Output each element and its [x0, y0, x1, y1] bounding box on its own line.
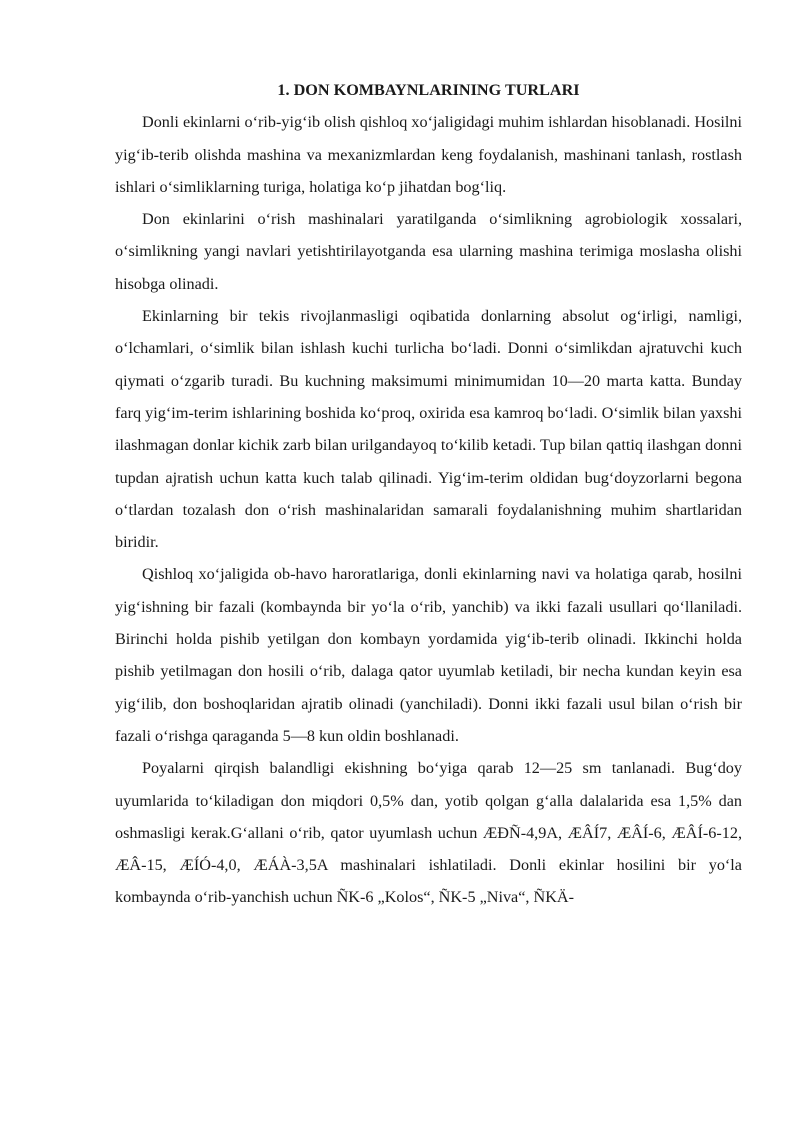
paragraph-2: Don ekinlarini o‘rish mashinalari yaratilganda o‘simlikning agrobiologik xossalari, o‘simlikning yangi navlari yetishtirilayotganda esa ularning mashina terimiga moslasha olishi hisobga olinadi.: [115, 210, 742, 293]
document-body: [115, 74, 742, 914]
paragraph-3: Ekinlarning bir tekis rivojlanmasligi oqibatida donlarning absolut og‘irligi, namligi, o‘lchamlari, o‘simlik bilan ishlash kuchi turlicha bo‘ladi. Donni o‘simlikdan ajratuvchi kuch qiymati o‘zgarib turadi. Bu kuchning maksimumi minimumidan 10—20 marta katta. Bunday farq yig‘im-terim ishlarining boshida ko‘proq, oxirida esa kamroq bo‘ladi. O‘simlik bilan yaxshi ilashmagan donlar kichik zarb bilan urilgandayoq to‘kilib ketadi. Tup bilan qattiq ilashgan donni tupdan ajratish uchun katta kuch talab qilinadi. Yig‘im-terim oldidan bug‘doyzorlarni begona o‘tlardan tozalash don o‘rish mashinalaridan samarali foydalanishning muhim shartlaridan biridir.: [115, 307, 742, 552]
paragraph-1: Donli ekinlarni o‘rib-yig‘ib olish qishloq xo‘jaligidagi muhim ishlardan hisoblanadi. Hosilni yig‘ib-terib olishda mashina va mexanizmlardan keng foydalanish, mashinani tanlash, rostlash ishlari o‘simliklarning turiga, holatiga ko‘p jihatdan bog‘liq.: [115, 113, 742, 196]
paragraph-4: Qishloq xo‘jaligida ob-havo haroratlariga, donli ekinlarning navi va holatiga qarab, hosilni yig‘ishning bir fazali (kombaynda bir yo‘la o‘rib, yanchib) va ikki fazali usullari qo‘llaniladi. Birinchi holda pishib yetilgan don kombayn yordamida yig‘ib-terib olinadi. Ikkinchi holda pishib yetilmagan don hosili o‘rib, dalaga qator uyumlab ketiladi, bir necha kundan keyin esa yig‘ilib, don boshoqlaridan ajratib olinadi (yanchiladi). Donni ikki fazali usul bilan o‘rish bir fazali o‘rishga qaraganda 5—8 kun oldin boshlanadi.: [115, 565, 742, 745]
paragraph-5: Poyalarni qirqish balandligi ekishning bo‘yiga qarab 12—25 sm tanlanadi. Bug‘doy uyumlarida to‘kiladigan don miqdori 0,5% dan, yotib qolgan g‘alla dalalarida esa 1,5% dan oshmasligi kerak.G‘allani o‘rib, qator uyumlash uchun ÆĐÑ-4,9A, ÆÂÍ7, ÆÂÍ-6, ÆÂÍ-6-12, ÆÂ-15, ÆÍÓ-4,0, ÆÁÀ-3,5A mashinalari ishlatiladi. Donli ekinlar hosilini bir yo‘la kombaynda o‘rib-yanchish uchun ÑK-6 „Kolos“, ÑK-5 „Niva“, ÑKÄ-: [115, 759, 742, 907]
section-title: 1. DON KOMBAYNLARINING TURLARI: [277, 81, 580, 99]
